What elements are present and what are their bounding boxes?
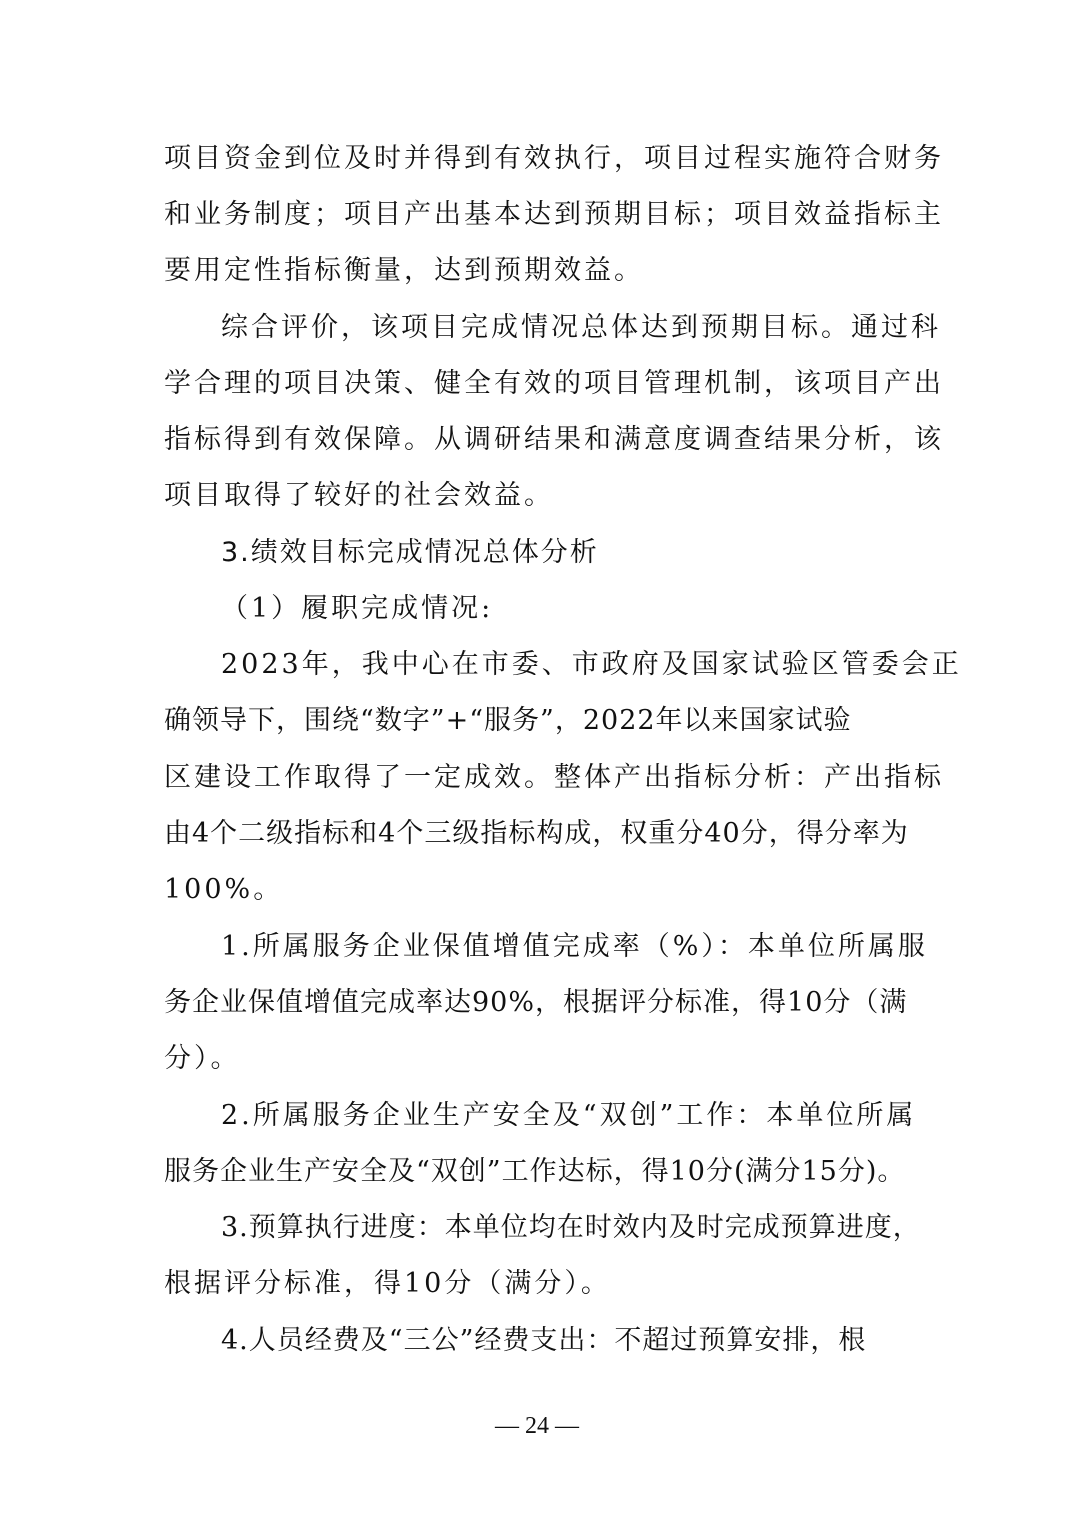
- body-line: 确领导下，围绕“数字”+“服务”，2022年以来国家试验: [164, 705, 852, 736]
- body-line: 区建设工作取得了一定成效。整体产出指标分析：产出指标: [164, 762, 944, 793]
- body-line: 100%。: [164, 874, 284, 905]
- body-line: 务企业保值增值完成率达90%，根据评分标准，得10分（满: [164, 987, 908, 1018]
- paragraph-start-line: 2023年，我中心在市委、市政府及国家试验区管委会正: [221, 649, 962, 680]
- body-line: 要用定性指标衡量，达到预期效益。: [164, 255, 644, 286]
- section-heading: 3.绩效目标完成情况总体分析: [221, 537, 599, 568]
- subsection-heading: （1）履职完成情况:: [221, 593, 494, 624]
- list-item-line: 3.预算执行进度：本单位均在时效内及时完成预算进度，: [221, 1212, 921, 1243]
- body-line: 学合理的项目决策、健全有效的项目管理机制，该项目产出: [164, 368, 944, 399]
- page-number: — 24 —: [495, 1413, 579, 1439]
- body-line: 和业务制度；项目产出基本达到预期目标；项目效益指标主: [164, 199, 944, 230]
- list-item-line: 1.所属服务企业保值增值完成率（%）：本单位所属服: [221, 931, 928, 962]
- paragraph-start-line: 综合评价，该项目完成情况总体达到预期目标。通过科: [221, 312, 941, 343]
- body-line: 项目资金到位及时并得到有效执行，项目过程实施符合财务: [164, 143, 944, 174]
- list-item-line: 4.人员经费及“三公”经费支出：不超过预算安排，根: [221, 1325, 867, 1356]
- body-line: 分）。: [164, 1043, 241, 1074]
- body-line: 由4个二级指标和4个三级指标构成，权重分40分，得分率为: [164, 818, 909, 849]
- body-line: 项目取得了较好的社会效益。: [164, 480, 554, 511]
- list-item-line: 2.所属服务企业生产安全及“双创”工作：本单位所属: [221, 1100, 917, 1131]
- body-line: 根据评分标准，得10分（满分）。: [164, 1268, 611, 1299]
- body-line: 服务企业生产安全及“双创”工作达标，得10分(满分15分)。: [164, 1156, 906, 1187]
- body-line: 指标得到有效保障。从调研结果和满意度调查结果分析，该: [164, 424, 944, 455]
